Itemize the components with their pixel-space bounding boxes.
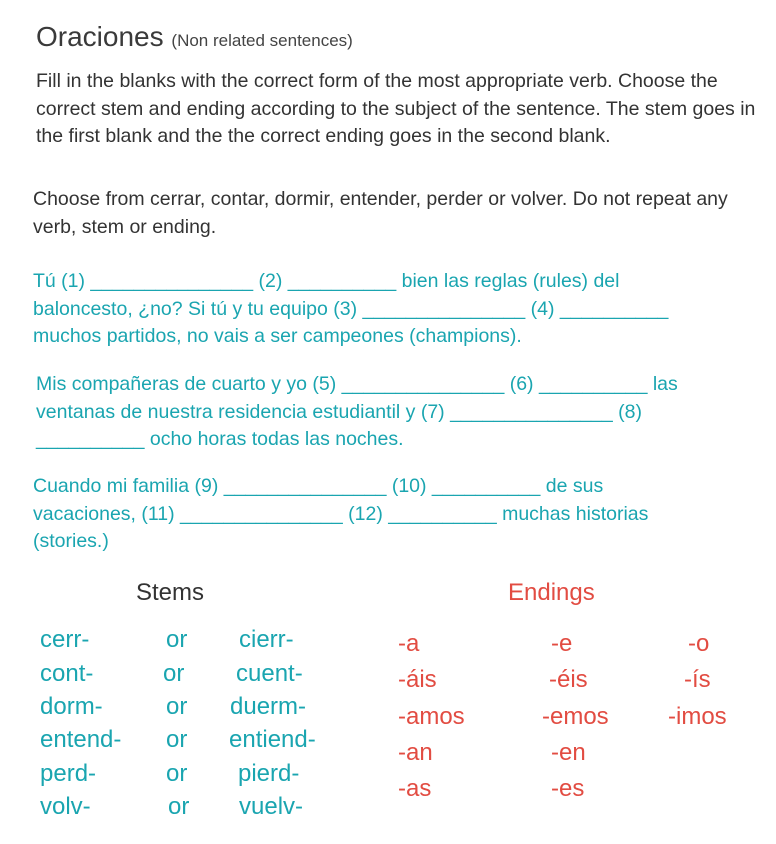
stem-regular: entend-	[40, 726, 122, 753]
stem-regular: dorm-	[40, 693, 103, 720]
paragraph-line: ventanas de nuestra residencia estudiantil y (7) _______________ (8)	[36, 400, 642, 423]
exercise-paragraph-3	[33, 473, 648, 556]
page-title	[36, 20, 353, 54]
stem-regular: perd-	[40, 760, 97, 787]
stem-regular: volv-	[40, 793, 91, 820]
stem-or: or	[163, 660, 185, 687]
stem-regular: cerr-	[40, 626, 90, 653]
ending: -as	[398, 775, 432, 802]
paragraph-line: vacaciones, (11) _______________ (12) __________ muchas historias	[33, 502, 649, 525]
exercise-paragraph-1	[33, 268, 668, 351]
stem-changed: cierr-	[239, 626, 294, 653]
paragraph-line: Tú (1) _______________ (2) __________ bien las reglas (rules) del	[33, 270, 620, 292]
stem-or: or	[166, 760, 188, 787]
paragraph-line: __________ ocho horas todas las noches.	[36, 428, 404, 450]
ending: -en	[551, 739, 586, 766]
stem-or: or	[166, 693, 188, 720]
stem-or: or	[168, 793, 190, 820]
stem-changed: duerm-	[230, 693, 307, 720]
endings-heading: Endings	[508, 579, 595, 606]
paragraph-line: Cuando mi familia (9) _______________ (10) __________ de sus	[33, 475, 604, 497]
instructions: Fill in the blanks with the correct form of the most appropriate verb. Choose the correct stem and ending according to the subject of the sentence. The stem goes in the first blank and the the correct ending goes in the second blank.	[36, 70, 756, 147]
subtitle-text: (Non related sentences)	[171, 31, 353, 50]
stem-or: or	[166, 626, 188, 653]
paragraph-line: Mis compañeras de cuarto y yo (5) _______________ (6) __________ las	[36, 373, 678, 395]
stems-heading: Stems	[136, 579, 205, 606]
ending: -éis	[549, 666, 588, 693]
stem-regular: cont-	[40, 660, 94, 687]
ending: -e	[551, 630, 573, 657]
verb-choices: Choose from cerrar, contar, dormir, entender, perder or volver. Do not repeat any verb, stem or ending.	[33, 188, 728, 238]
ending: -a	[398, 630, 420, 657]
paragraph-line: baloncesto, ¿no? Si tú y tu equipo (3) _______________ (4) __________	[33, 297, 669, 320]
ending: -emos	[542, 703, 609, 730]
ending: -áis	[398, 666, 437, 693]
stem-or: or	[166, 726, 188, 753]
ending: -amos	[398, 703, 465, 730]
ending: -ís	[684, 666, 711, 693]
stem-changed: pierd-	[238, 760, 300, 787]
exercise-paragraph-2	[36, 371, 678, 454]
ending: -es	[551, 775, 585, 802]
ending: -imos	[668, 703, 727, 730]
paragraph-line: (stories.)	[33, 530, 109, 552]
paragraph-line: muchos partidos, no vais a ser campeones (champions).	[33, 325, 522, 347]
stem-changed: entiend-	[229, 726, 316, 753]
stem-changed: vuelv-	[239, 793, 304, 820]
ending: -an	[398, 739, 433, 766]
title-text: Oraciones	[36, 21, 164, 52]
ending: -o	[688, 630, 710, 657]
stem-changed: cuent-	[236, 660, 303, 687]
